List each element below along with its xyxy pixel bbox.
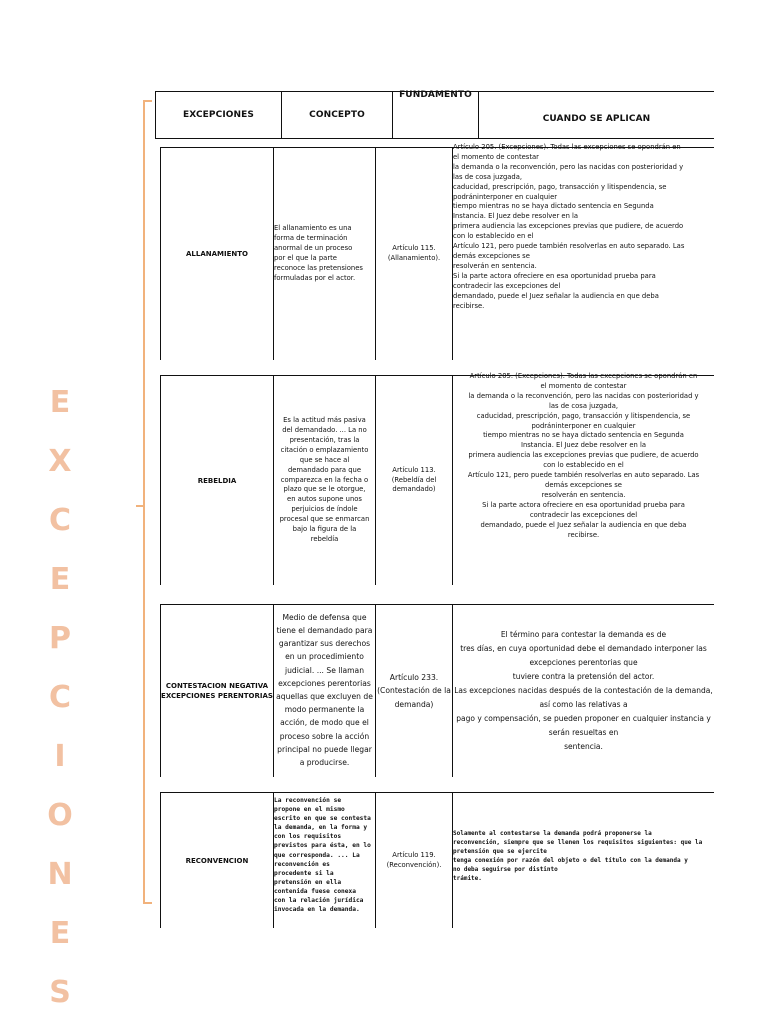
concepto-line: forma de terminación (274, 234, 348, 243)
concepto-line: principal no puede llegar (277, 744, 372, 754)
title-letter: C (48, 680, 72, 715)
cuando-line: con lo establecido en el (453, 232, 534, 241)
fundamento-line: Artículo 113. (392, 465, 436, 474)
cuando-line: trámite. (453, 874, 482, 882)
excepcion-name-line: CONTESTACION NEGATIVA (165, 682, 269, 690)
cuando-line: no deba seguirse por distinto (453, 865, 558, 873)
title-letter: I (54, 739, 66, 774)
cuando-line: demás excepciones se (453, 251, 530, 260)
cuando-line: reconvención, siempre que se llenen los requisitos siguientes: que la (453, 838, 703, 846)
cuando-line: las de cosa juzgada, (453, 172, 523, 181)
concepto-line: plazo que se le otorgue, (283, 485, 366, 494)
cuando-line: Instancia. El Juez debe resolver en la (453, 212, 579, 221)
cuando-line: Artículo 121, pero puede también resolverlas en auto separado. Las (467, 471, 700, 480)
cuando-cell (453, 372, 714, 585)
fundamento-line: demanda) (394, 699, 434, 709)
concepto-line: demandado para que (287, 465, 362, 474)
fundamento-line: (Rebeldía del (391, 475, 437, 484)
cuando-line: el momento de contestar (540, 381, 627, 390)
cuando-line: demás excepciones se (545, 480, 622, 489)
concepto-line: perjuicios de índole (291, 505, 358, 514)
bracket-tip (136, 505, 144, 507)
cuando-line: Instancia. El Juez debe resolver en la (520, 441, 647, 450)
concepto-line: escrito en que se contesta (274, 815, 371, 823)
concepto-line: contenida fuese conexa (274, 887, 356, 895)
concepto-line: previstos para ésta, en lo (274, 842, 371, 850)
fundamento-line: (Reconvención). (386, 860, 442, 869)
concepto-line: modo permanente la (284, 705, 365, 715)
bracket-bottom (143, 902, 152, 904)
concepto-cell (274, 148, 375, 360)
cuando-cell (453, 830, 714, 910)
cuando-line: serán resueltas en (548, 728, 619, 738)
concepto-line: acción, de modo que el (280, 718, 369, 728)
cuando-cell (453, 143, 714, 353)
bracket-top (143, 100, 152, 102)
concepto-line: bajo la figura de la (292, 525, 357, 534)
concepto-line: la demanda, en la forma y (274, 824, 368, 832)
cuando-line: pretensión que se ejercite (453, 847, 547, 855)
cuando-line: El término para contestar la demanda es de (500, 629, 667, 639)
header-legal (393, 110, 478, 128)
cuando-line: podráninterponer en cualquier (531, 421, 636, 430)
header-concepto: CONCEPTO (309, 110, 365, 120)
cuando-line: excepciones perentorias que (529, 657, 638, 667)
concepto-line: garantizar sus derechos (278, 639, 371, 649)
excepcion-name: ALLANAMIENTO (186, 250, 248, 258)
cuando-line: resolverán en sentencia. (453, 261, 537, 270)
cuando-line: el momento de contestar (453, 152, 539, 161)
concepto-line: citación o emplazamiento (280, 445, 369, 454)
header-fundamento: FUNDAMENTO (399, 90, 472, 100)
concepto-line: presentación, tras la (289, 435, 360, 444)
concepto-line: con la relación jurídica (274, 897, 364, 905)
fundamento-line: (Allanamiento). (387, 254, 441, 262)
concepto-line: con los requisitos (274, 833, 342, 841)
fundamento-cell (376, 148, 452, 360)
cuando-line: Artículo 121, pero puede también resolverlas en auto separado. Las (453, 242, 685, 251)
concepto-line: Es la actitud más pasiva (283, 416, 366, 425)
concepto-line: reconvención es (274, 860, 330, 868)
cuando-line: Artículo 205. (Excepciones). Todas las excepciones se opondrán en (453, 143, 681, 151)
concepto-line: del demandado. ... La no (282, 426, 367, 435)
cuando-line: tuviere contra la pretensión del actor. (512, 671, 655, 681)
concepto-line: pretensión en ella (274, 878, 342, 886)
title-letter: E (49, 562, 71, 597)
concepto-cell (274, 376, 375, 585)
cuando-line: caducidad, prescripción, pago, transacción y litispendencia, se (453, 182, 667, 191)
title-letter: C (48, 503, 72, 538)
excepcion-name: RECONVENCION (185, 856, 249, 865)
concepto-line: procedente si la (274, 869, 334, 877)
fundamento-cell (376, 376, 452, 585)
header-excepciones: EXCEPCIONES (183, 110, 254, 120)
concepto-cell (274, 796, 375, 928)
title-letter: O (47, 798, 73, 833)
title-letter: N (47, 857, 73, 892)
cuando-line: tiempo mientras no se haya dictado sentencia en Segunda (453, 202, 654, 211)
concepto-line: por el que la parte (274, 254, 337, 262)
fundamento-line: Artículo 115. (392, 244, 436, 253)
cuando-line: demandado, puede el Juez señalar la audiencia en que deba (480, 520, 687, 529)
cuando-line: Si la parte actora ofreciere en esa oportunidad prueba para (482, 500, 685, 509)
cuando-line: recibirse. (567, 530, 600, 539)
concepto-line: tiene el demandado para (276, 625, 373, 635)
cuando-line: Solamente al contestarse la demanda podrá proponerse la (453, 830, 652, 837)
concepto-line: proceso sobre la acción (279, 731, 370, 741)
cuando-cell (453, 605, 714, 777)
cuando-line: las de cosa juzgada, (548, 401, 619, 410)
cuando-line: Si la parte actora ofreciere en esa oportunidad prueba para (453, 271, 656, 280)
concepto-cell (274, 603, 375, 777)
cuando-line: contradecir las excepciones del (529, 510, 638, 519)
fundamento-line: Artículo 119. (392, 850, 436, 859)
title-letter: S (49, 975, 71, 1010)
bracket-vertical (143, 100, 145, 904)
concepto-line: en un procedimiento (285, 652, 364, 662)
excepcion-name: REBELDIA (197, 476, 237, 485)
cuando-line: podráninterponer en cualquier (453, 192, 558, 201)
cuando-line: sentencia. (564, 742, 603, 752)
concepto-line: propone en el mismo (274, 806, 345, 814)
cuando-line: caducidad, prescripción, pago, transacción y litispendencia, se (476, 411, 691, 420)
title-letter: X (48, 444, 72, 479)
concepto-line: procesal que se enmarcan (279, 515, 370, 524)
concepto-line: en autos supone unos (287, 495, 362, 504)
cuando-line: Artículo 205. (Excepciones). Todas las excepciones se opondrán en (469, 372, 698, 380)
cuando-line: recibirse. (453, 301, 485, 310)
concepto-line: Medio de defensa que (282, 612, 367, 622)
cuando-line: así como las relativas a (539, 700, 628, 710)
title-letter: E (49, 385, 71, 420)
fundamento-line: (Contestación de la (377, 686, 451, 696)
title-letter: P (49, 621, 71, 656)
cuando-line: primera audiencia las excepciones previas que pudiere, de acuerdo (453, 222, 684, 231)
cuando-line: demandado, puede el Juez señalar la audiencia en que deba (453, 291, 659, 300)
cuando-line: contradecir las excepciones del (453, 281, 561, 290)
cuando-line: la demanda o la reconvención, pero las nacidas con posterioridad y (468, 391, 699, 400)
fundamento-line: demandado) (392, 485, 436, 494)
cuando-line: Las excepciones nacidas después de la contestación de la demanda, (454, 685, 713, 695)
concepto-line: El allanamiento es una (274, 224, 352, 233)
concepto-line: formuladas por el actor. (274, 273, 356, 282)
concepto-line: excepciones perentorias (278, 678, 371, 688)
concepto-line: judicial. ... Se llaman (284, 665, 365, 675)
concepto-line: reconoce las pretensiones (274, 263, 363, 272)
concepto-line: anormal de un proceso (274, 244, 353, 253)
cuando-line: tenga conexión por razón del objeto o del título con la demanda y (453, 856, 688, 864)
concepto-line: rebeldía (310, 534, 339, 543)
concepto-line: que se hace al (299, 455, 350, 464)
concepto-line: La reconvención se (274, 797, 342, 804)
cuando-line: primera audiencia las excepciones previas que pudiere, de acuerdo (468, 451, 699, 460)
cuando-line: pago y compensación, se pueden proponer en cualquier instancia y (456, 714, 711, 724)
cuando-line: tiempo mientras no se haya dictado sentencia en Segunda (483, 431, 684, 440)
cuando-line: la demanda o la reconvención, pero las nacidas con posterioridad y (453, 162, 684, 171)
fundamento-line: Artículo 233. (389, 673, 439, 683)
title-letter: E (49, 916, 71, 951)
cuando-line: resolverán en sentencia. (541, 490, 626, 499)
concepto-line: comparezca en la fecha o (280, 475, 369, 484)
concepto-line: a producirse. (299, 758, 350, 768)
excepcion-name-line: EXCEPCIONES PERENTORIAS (161, 692, 273, 700)
concepto-line: invocada en la demanda. (274, 906, 360, 914)
header-cuando: CUANDO SE APLICAN (542, 114, 651, 124)
concepto-line: aquellas que excluyen de (276, 692, 373, 701)
excepcion-name (161, 605, 273, 777)
fundamento-cell (376, 605, 452, 777)
fundamento-cell (376, 793, 452, 928)
cuando-line: con lo establecido en el (543, 461, 624, 470)
concepto-line: que corresponda. ... La (274, 851, 360, 859)
cuando-line: tres días, en cuya oportunidad debe el demandado interponer las (460, 643, 707, 653)
